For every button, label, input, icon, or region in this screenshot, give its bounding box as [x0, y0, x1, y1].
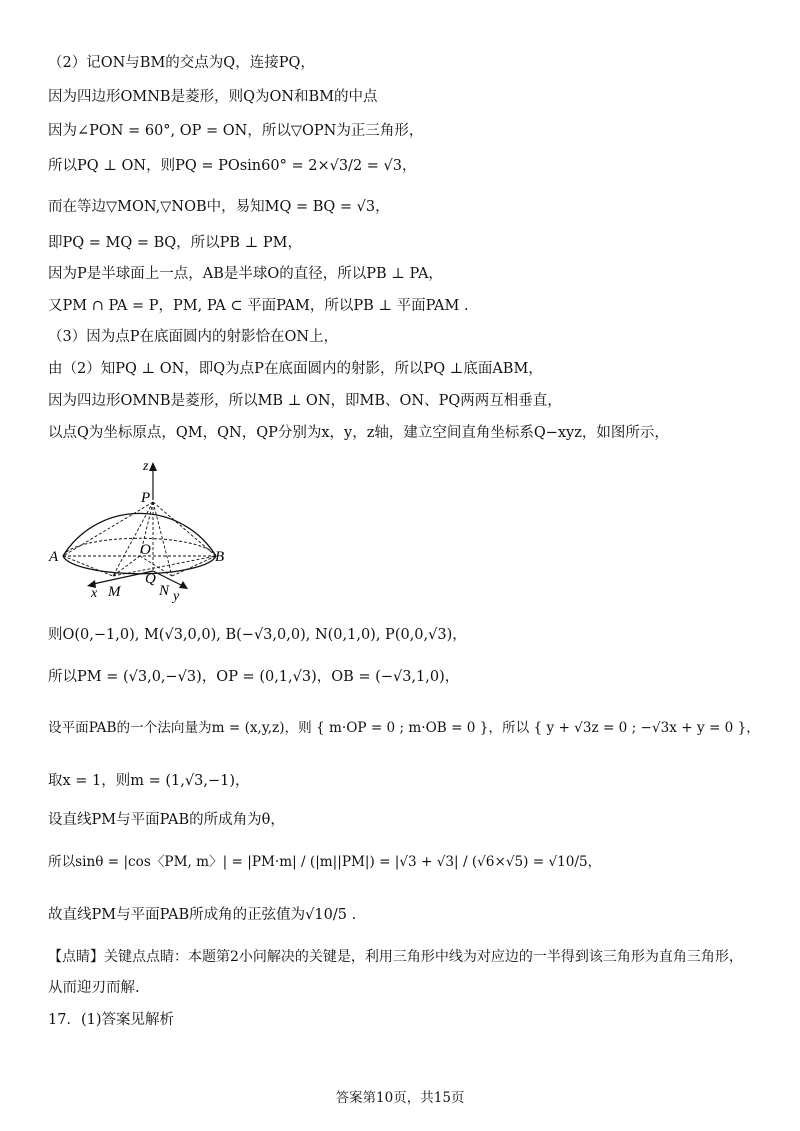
- text-line: 从而迎刃而解.: [48, 980, 140, 996]
- label-Q: Q: [145, 571, 156, 587]
- label-A: A: [49, 549, 59, 565]
- text-line: 由（2）知PQ ⊥ ON，即Q为点P在底面圆内的射影，所以PQ ⊥底面ABM，: [48, 361, 543, 377]
- text-line: 所以PM = (√3,0,−√3)，OP = (0,1,√3)，OB = (−√3,1,0)，: [48, 669, 460, 685]
- text-line: 设直线PM与平面PAB的所成角为θ，: [48, 812, 285, 828]
- text-line: 而在等边▽MON,▽NOB中，易知MQ = BQ = √3，: [48, 199, 390, 215]
- text-line: 17．(1)答案见解析: [48, 1012, 174, 1028]
- label-O: O: [140, 542, 151, 558]
- hemisphere-figure: [45, 458, 245, 608]
- text-line: 因为∠PON = 60°, OP = ON，所以▽OPN为正三角形，: [48, 123, 424, 139]
- text-line: 所以sinθ = |cos〈PM, m〉| = |PM·m| / (|m||PM|) = |√3 + √3| / (√6×√5) = √10/5，: [48, 854, 602, 870]
- page-footer: 答案第10页，共15页: [335, 1090, 465, 1106]
- label-N: N: [159, 583, 170, 599]
- label-y: y: [173, 589, 180, 604]
- label-x: x: [91, 586, 98, 601]
- text-line: 因为P是半球面上一点，AB是半球O的直径，所以PB ⊥ PA，: [48, 266, 443, 282]
- text-line: （2）记ON与BM的交点为Q，连接PQ，: [48, 55, 315, 71]
- text-line: 以点Q为坐标原点，QM，QN，QP分别为x，y，z轴，建立空间直角坐标系Q−xyz，如图所示，: [48, 425, 669, 441]
- text-line: 又PM ∩ PA = P，PM, PA ⊂ 平面PAM，所以PB ⊥ 平面PAM .: [48, 298, 469, 314]
- label-z: z: [143, 459, 149, 474]
- text-line: 故直线PM与平面PAB所成角的正弦值为√10/5 .: [48, 907, 357, 923]
- text-line: 则O(0,−1,0), M(√3,0,0), B(−√3,0,0), N(0,1,0), P(0,0,√3)，: [48, 627, 467, 643]
- text-line: 所以PQ ⊥ ON，则PQ = POsin60° = 2×√3/2 = √3，: [48, 158, 417, 174]
- label-P: P: [141, 490, 151, 506]
- text-line: 设平面PAB的一个法向量为m = (x,y,z)，则 { m·OP = 0 ; m·OB = 0 }，所以 { y + √3z = 0 ; −√3x + y = 0 }，: [48, 720, 760, 736]
- text-line: 取x = 1，则m = (1,√3,−1)，: [48, 773, 250, 789]
- text-line: 【点睛】关键点点睛：本题第2小问解决的关键是，利用三角形中线为对应边的一半得到该三角形为直角三角形，: [48, 949, 743, 965]
- text-line: （3）因为点P在底面圆内的射影恰在ON上，: [48, 329, 339, 345]
- text-line: 即PQ = MQ = BQ，所以PB ⊥ PM，: [48, 235, 303, 251]
- label-B: B: [215, 549, 225, 565]
- text-line: 因为四边形OMNB是菱形，所以MB ⊥ ON，即MB、ON、PQ两两互相垂直，: [48, 393, 562, 409]
- label-M: M: [108, 584, 121, 600]
- text-line: 因为四边形OMNB是菱形，则Q为ON和BM的中点: [48, 89, 378, 105]
